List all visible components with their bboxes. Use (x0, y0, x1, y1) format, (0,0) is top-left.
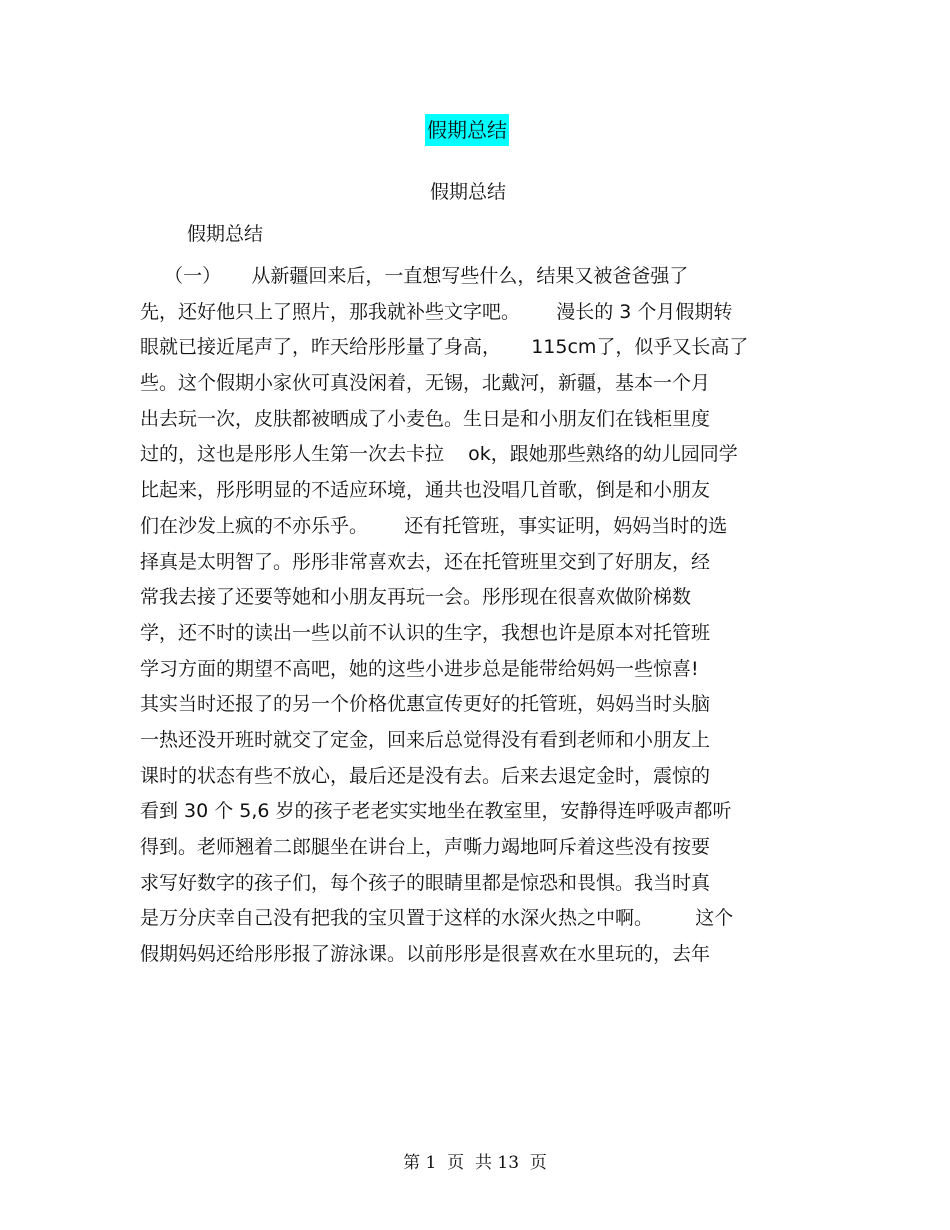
body-line: 先，还好他只上了照片，那我就补些文字吧。 漫长的 3 个月假期转 (140, 300, 733, 323)
section-heading: 假期总结 (187, 223, 264, 245)
document-subtitle: 假期总结 (430, 181, 507, 203)
body-text (140, 259, 800, 973)
body-line: 一热还没开班时就交了定金，回来后总觉得没有看到老师和小朋友上 (140, 728, 711, 751)
body-line: 出去玩一次，皮肤都被晒成了小麦色。生日是和小朋友们在钱柜里度 (140, 407, 711, 430)
document-title: 假期总结 (425, 114, 509, 146)
body-line: 是万分庆幸自己没有把我的宝贝置于这样的水深火热之中啊。 这个 (140, 907, 734, 930)
body-line: 看到 30 个 5,6 岁的孩子老老实实地坐在教室里，安静得连呼吸声都听 (140, 800, 732, 823)
body-line: 得到。老师翘着二郎腿坐在讲台上，声嘶力竭地呵斥着这些没有按要 (140, 836, 711, 858)
body-line: 学习方面的期望不高吧，她的这些小进步总是能带给妈妈一些惊喜! (140, 657, 699, 680)
body-line: 择真是太明智了。彤彤非常喜欢去，还在托管班里交到了好朋友，经 (140, 550, 711, 573)
body-line: 过的，这也是彤彤人生第一次去卡拉 ok，跟她那些熟络的幼儿园同学 (140, 443, 738, 466)
body-line: 们在沙发上疯的不亦乐乎。 还有托管班，事实证明，妈妈当时的选 (140, 514, 728, 537)
body-line: 其实当时还报了的另一个价格优惠宣传更好的托管班，妈妈当时头脑 (140, 693, 711, 716)
body-line: 求写好数字的孩子们，每个孩子的眼睛里都是惊恐和畏惧。我当时真 (140, 871, 711, 894)
page-footer: 第 1 页 共 13 页 (403, 1153, 547, 1173)
body-line: 常我去接了还要等她和小朋友再玩一会。彤彤现在很喜欢做阶梯数 (140, 586, 692, 609)
body-line: （一） 从新疆回来后，一直想写些什么，结果又被爸爸强了 (140, 265, 689, 287)
body-line: 课时的状态有些不放心，最后还是没有去。后来去退定金时，震惊的 (140, 764, 711, 787)
body-line: 假期妈妈还给彤彤报了游泳课。以前彤彤是很喜欢在水里玩的，去年 (140, 943, 711, 966)
body-line: 眼就已接近尾声了，昨天给彤彤量了身高， 115cm了，似乎又长高了 (140, 336, 749, 359)
body-line: 比起来，彤彤明显的不适应环境，通共也没唱几首歌，倒是和小朋友 (140, 479, 711, 502)
body-line: 学，还不时的读出一些以前不认识的生字，我想也许是原本对托管班 (140, 621, 711, 644)
body-line: 些。这个假期小家伙可真没闲着，无锡，北戴河，新疆，基本一个月 (140, 372, 711, 395)
